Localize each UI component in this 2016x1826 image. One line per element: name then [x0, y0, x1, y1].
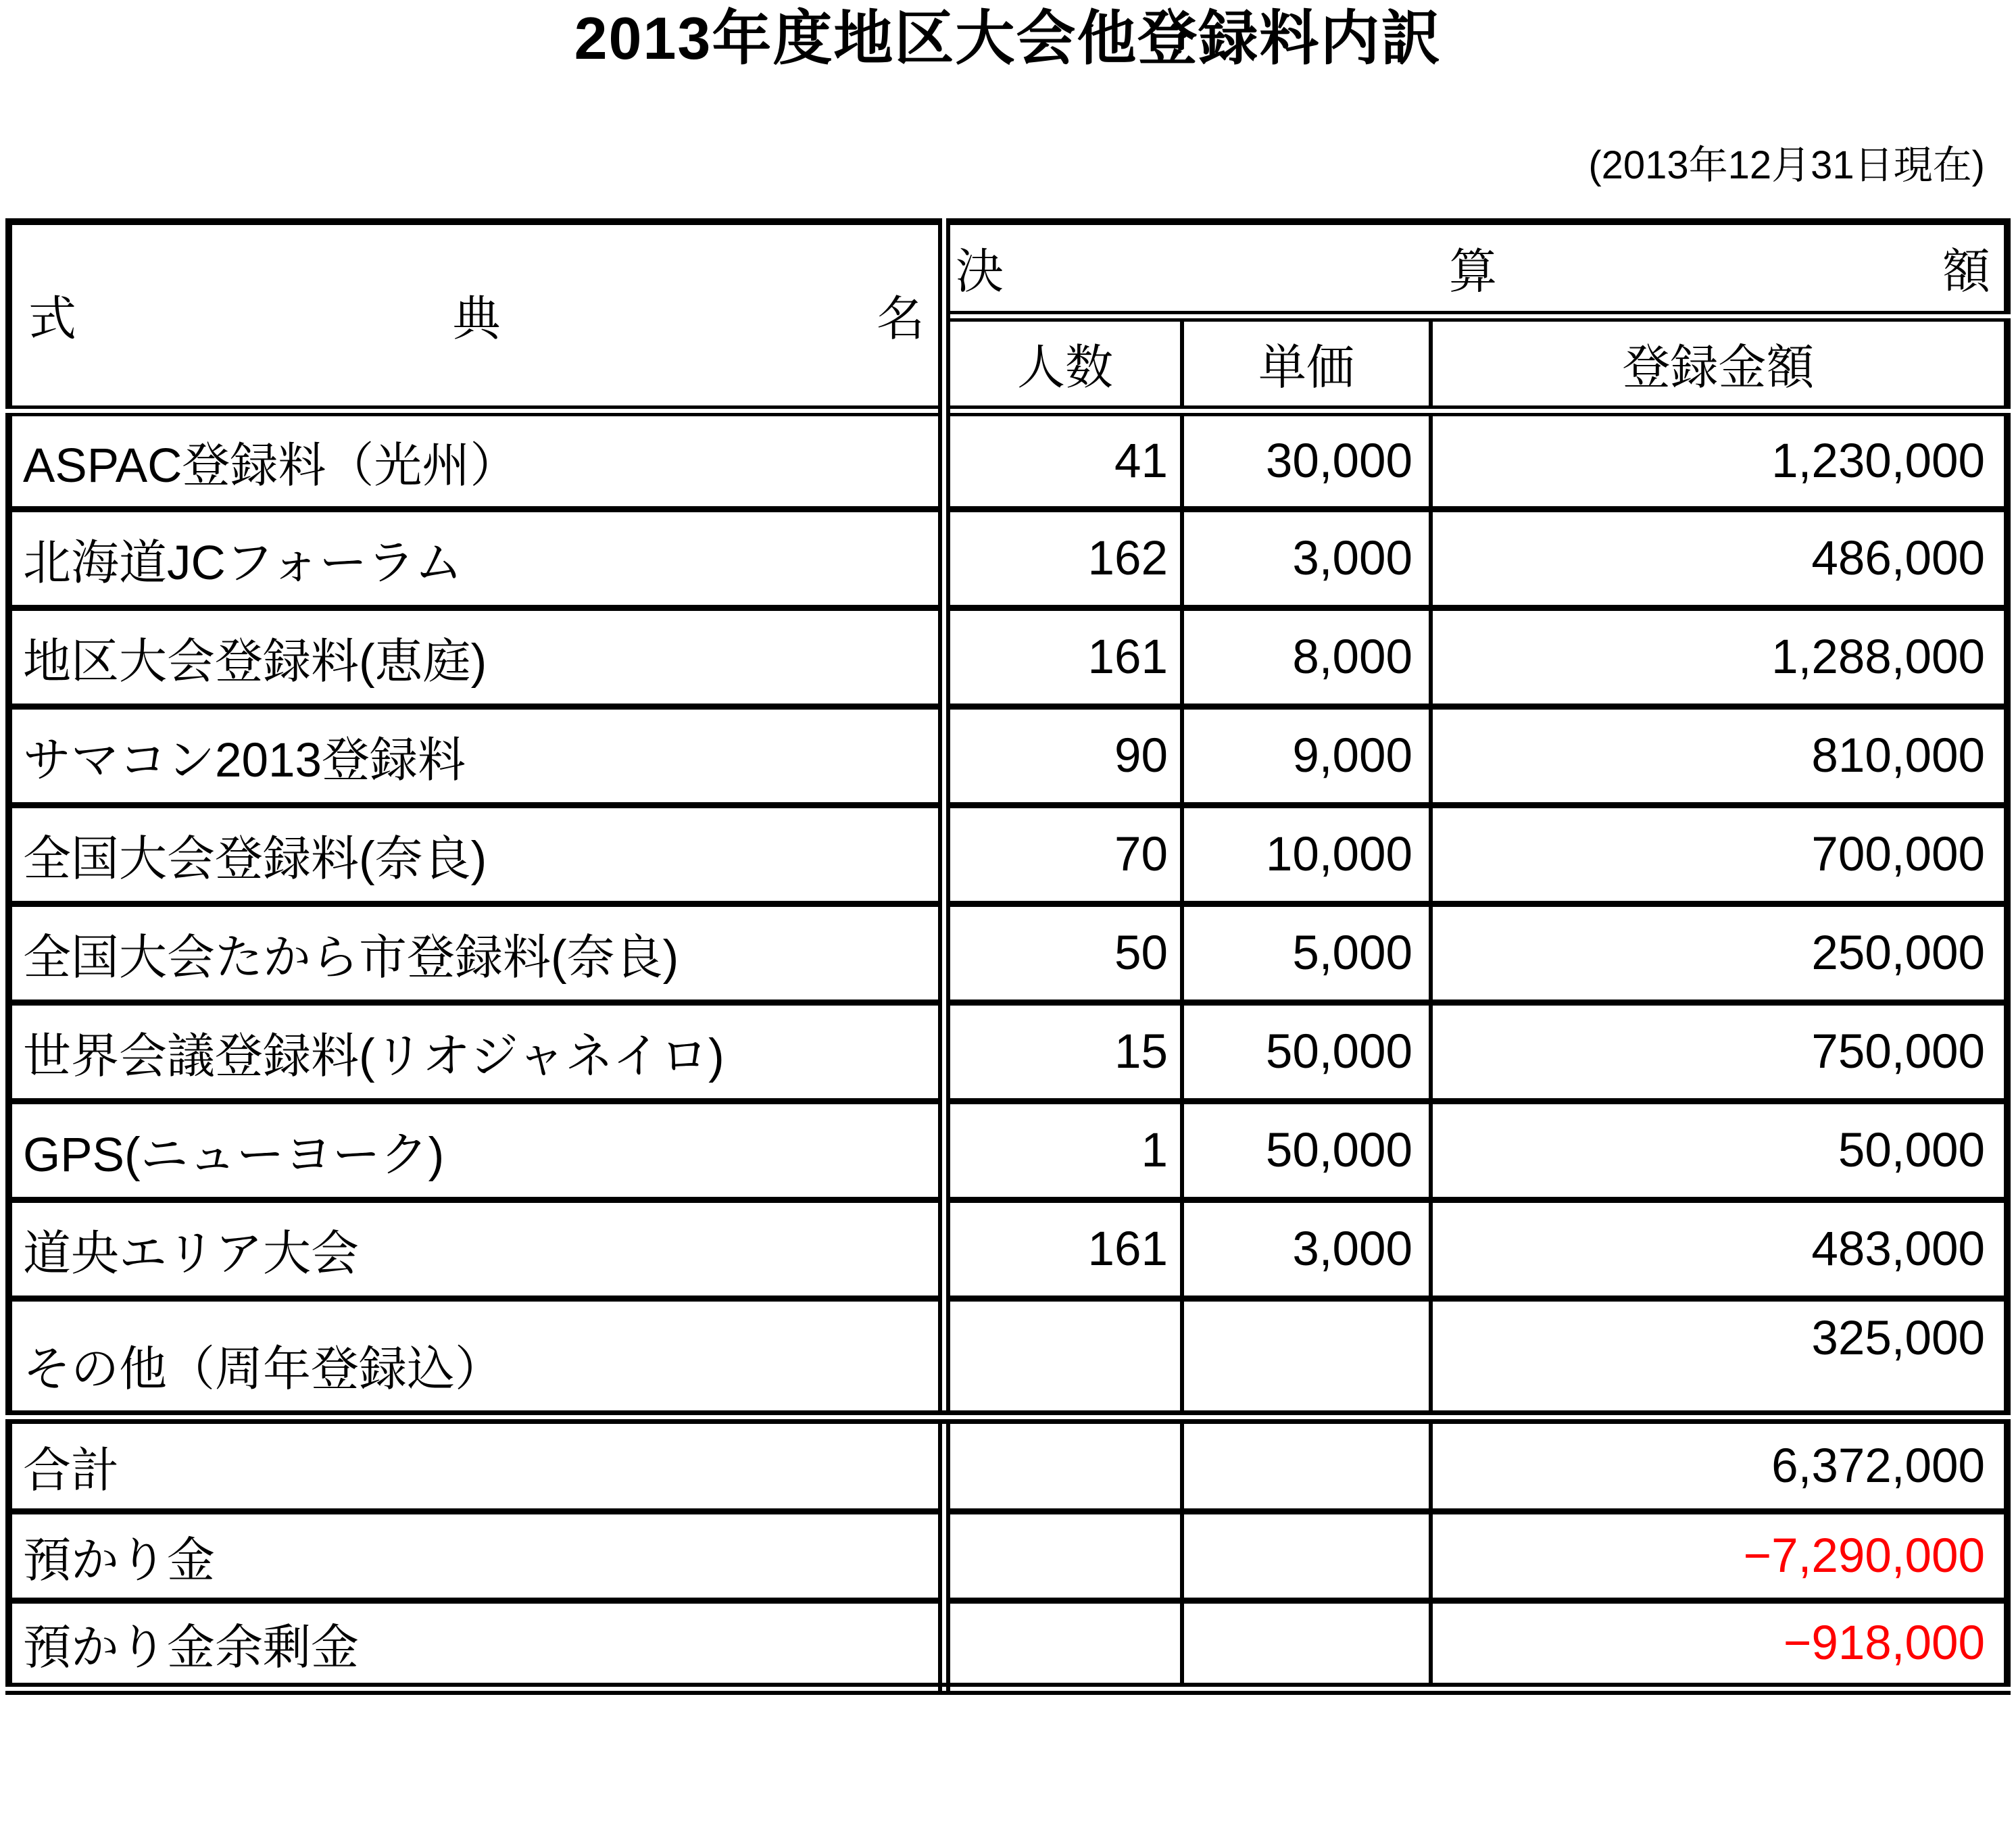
unit-price-cell: 5,000 [1182, 904, 1431, 1003]
total-amount-cell: 6,372,000 [1431, 1417, 2007, 1512]
table-row [9, 904, 2007, 1003]
settlement-header-char: 算 [1448, 245, 1497, 299]
table-row [9, 608, 2007, 707]
amount-cell: 250,000 [1431, 904, 2007, 1003]
unit-price-cell: 3,000 [1182, 1200, 1431, 1299]
amount-cell: 1,288,000 [1431, 608, 2007, 707]
count-cell: 41 [944, 411, 1182, 510]
event-name-header-char: 典 [452, 293, 501, 347]
deposit-surplus-label-cell: 預かり金余剰金 [9, 1601, 944, 1689]
deposit-surplus-amount-cell: −918,000 [1431, 1601, 2007, 1689]
amount-cell: 486,000 [1431, 510, 2007, 608]
amount-cell: 483,000 [1431, 1200, 2007, 1299]
table-row [9, 1200, 2007, 1299]
unit-price-cell: 8,000 [1182, 608, 1431, 707]
unit-price-cell: 9,000 [1182, 707, 1431, 806]
deposit-surplus-row [9, 1601, 2007, 1689]
amount-cell: 750,000 [1431, 1003, 2007, 1102]
count-cell: 50 [944, 904, 1182, 1003]
unit-price-cell [1182, 1299, 1431, 1417]
unit-price-cell [1182, 1601, 1431, 1689]
event-name-cell: 全国大会たから市登録料(奈良) [9, 904, 944, 1003]
settlement-header-char: 額 [1942, 245, 1990, 299]
amount-cell: 1,230,000 [1431, 411, 2007, 510]
total-label-cell: 合計 [9, 1417, 944, 1512]
header-row-settlement [9, 222, 2007, 316]
amount-cell: 700,000 [1431, 806, 2007, 904]
event-name-header-justified [23, 280, 938, 349]
unit-price-header: 単価 [1182, 316, 1431, 411]
event-name-header-char: 式 [28, 293, 77, 347]
deposit-label-cell: 預かり金 [9, 1512, 944, 1601]
table-row [9, 411, 2007, 510]
unit-price-cell: 30,000 [1182, 411, 1431, 510]
count-cell: 90 [944, 707, 1182, 806]
unit-price-cell: 50,000 [1182, 1102, 1431, 1200]
settlement-amount-header [944, 222, 2007, 316]
count-cell: 15 [944, 1003, 1182, 1102]
event-name-header [9, 222, 944, 411]
count-cell [944, 1299, 1182, 1417]
table-row [9, 806, 2007, 904]
total-row [9, 1417, 2007, 1512]
unit-price-cell [1182, 1417, 1431, 1512]
event-name-cell: その他（周年登録込） [9, 1299, 944, 1417]
count-cell: 70 [944, 806, 1182, 904]
registration-fee-table [5, 218, 2011, 1695]
deposit-row [9, 1512, 2007, 1601]
event-name-cell: 道央エリア大会 [9, 1200, 944, 1299]
amount-cell: 810,000 [1431, 707, 2007, 806]
settlement-header-char: 決 [956, 245, 1004, 299]
count-cell: 161 [944, 1200, 1182, 1299]
count-cell [944, 1601, 1182, 1689]
count-cell: 1 [944, 1102, 1182, 1200]
table-row [9, 510, 2007, 608]
count-cell [944, 1512, 1182, 1601]
amount-cell: 325,000 [1431, 1299, 2007, 1417]
amount-header: 登録金額 [1431, 316, 2007, 411]
amount-cell: 50,000 [1431, 1102, 2007, 1200]
count-header: 人数 [944, 316, 1182, 411]
table-row [9, 707, 2007, 806]
deposit-amount-cell: −7,290,000 [1431, 1512, 2007, 1601]
other-row [9, 1299, 2007, 1417]
event-name-cell: 世界会議登録料(リオジャネイロ) [9, 1003, 944, 1102]
event-name-cell: GPS(ニューヨーク) [9, 1102, 944, 1200]
event-name-header-char: 名 [876, 293, 925, 347]
unit-price-cell: 3,000 [1182, 510, 1431, 608]
event-name-cell: 北海道JCフォーラム [9, 510, 944, 608]
date-note: (2013年12月31日現在) [1588, 143, 1985, 188]
event-name-cell: ASPAC登録料（光州） [9, 411, 944, 510]
count-cell [944, 1417, 1182, 1512]
count-cell: 161 [944, 608, 1182, 707]
table-row [9, 1102, 2007, 1200]
table-row [9, 1003, 2007, 1102]
event-name-cell: 地区大会登録料(恵庭) [9, 608, 944, 707]
unit-price-cell: 10,000 [1182, 806, 1431, 904]
settlement-amount-header-justified [950, 233, 2004, 302]
count-cell: 162 [944, 510, 1182, 608]
unit-price-cell [1182, 1512, 1431, 1601]
event-name-cell: サマコン2013登録料 [9, 707, 944, 806]
page-title: 2013年度地区大会他登録料内訳 [574, 5, 1442, 72]
unit-price-cell: 50,000 [1182, 1003, 1431, 1102]
event-name-cell: 全国大会登録料(奈良) [9, 806, 944, 904]
